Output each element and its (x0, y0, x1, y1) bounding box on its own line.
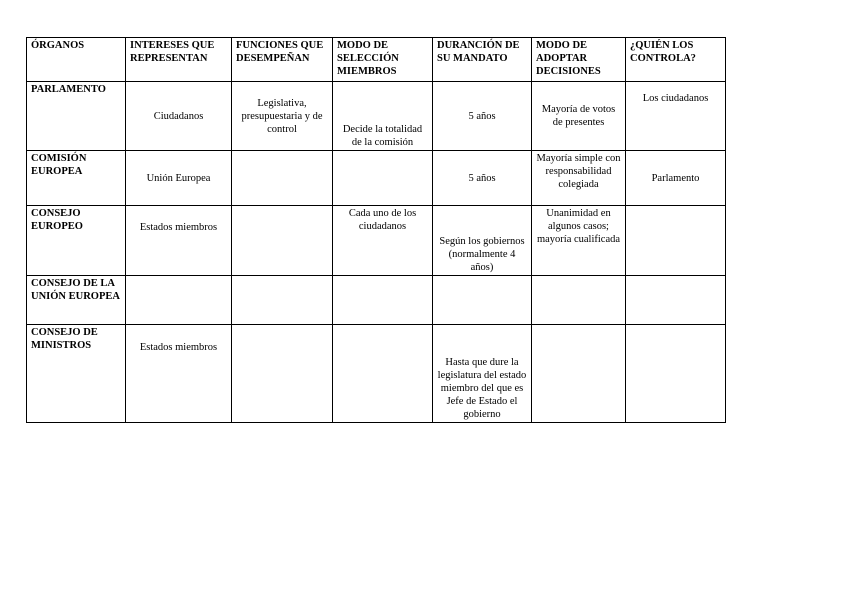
header-decisiones: MODO DE ADOPTAR DECISIONES (532, 38, 626, 82)
organ-cell: COMISIÓN EUROPEA (27, 151, 126, 206)
control-cell: Parlamento (626, 151, 726, 206)
table-row (27, 325, 726, 423)
control-cell (626, 276, 726, 325)
intereses-cell: Estados miembros (126, 206, 232, 276)
intereses-cell: Unión Europea (126, 151, 232, 206)
seleccion-cell (333, 276, 433, 325)
header-intereses: INTERESES QUE REPRESENTAN (126, 38, 232, 82)
table-row (27, 276, 726, 325)
organ-cell: CONSEJO DE MINISTROS (27, 325, 126, 423)
table-row (27, 206, 726, 276)
decisiones-cell (532, 276, 626, 325)
intereses-cell (126, 276, 232, 325)
funciones-cell (232, 276, 333, 325)
decisiones-cell (532, 325, 626, 423)
header-mandato: DURANCIÓN DE SU MANDATO (433, 38, 532, 82)
header-organos: ÓRGANOS (27, 38, 126, 82)
mandato-cell (433, 276, 532, 325)
decisiones-cell: Mayoría de votos de presentes (532, 82, 626, 151)
funciones-cell: Legislativa, presupuestaria y de control (232, 82, 333, 151)
eu-organs-table (26, 37, 726, 423)
organ-cell: CONSEJO EUROPEO (27, 206, 126, 276)
control-cell (626, 325, 726, 423)
funciones-cell (232, 151, 333, 206)
decisiones-cell: Unanimidad en algunos casos; mayoría cualificada (532, 206, 626, 276)
seleccion-cell: Decide la totalidad de la comisión (333, 82, 433, 151)
intereses-cell: Ciudadanos (126, 82, 232, 151)
table-row (27, 82, 726, 151)
header-funciones: FUNCIONES QUE DESEMPEÑAN (232, 38, 333, 82)
header-row (27, 38, 726, 82)
mandato-cell: Hasta que dure la legislatura del estado miembro del que es Jefe de Estado el gobierno (433, 325, 532, 423)
seleccion-cell: Cada uno de los ciudadanos (333, 206, 433, 276)
seleccion-cell (333, 325, 433, 423)
intereses-cell: Estados miembros (126, 325, 232, 423)
header-control: ¿QUIÉN LOS CONTROLA? (626, 38, 726, 82)
organ-cell: CONSEJO DE LA UNIÓN EUROPEA (27, 276, 126, 325)
mandato-cell: Según los gobiernos (normalmente 4 años) (433, 206, 532, 276)
funciones-cell (232, 325, 333, 423)
funciones-cell (232, 206, 333, 276)
decisiones-cell: Mayoría simple con responsabilidad colegiada (532, 151, 626, 206)
organ-cell: PARLAMENTO (27, 82, 126, 151)
control-cell: Los ciudadanos (626, 82, 726, 151)
mandato-cell: 5 años (433, 151, 532, 206)
seleccion-cell (333, 151, 433, 206)
header-seleccion: MODO DE SELECCIÓN MIEMBROS (333, 38, 433, 82)
control-cell (626, 206, 726, 276)
mandato-cell: 5 años (433, 82, 532, 151)
table-row (27, 151, 726, 206)
